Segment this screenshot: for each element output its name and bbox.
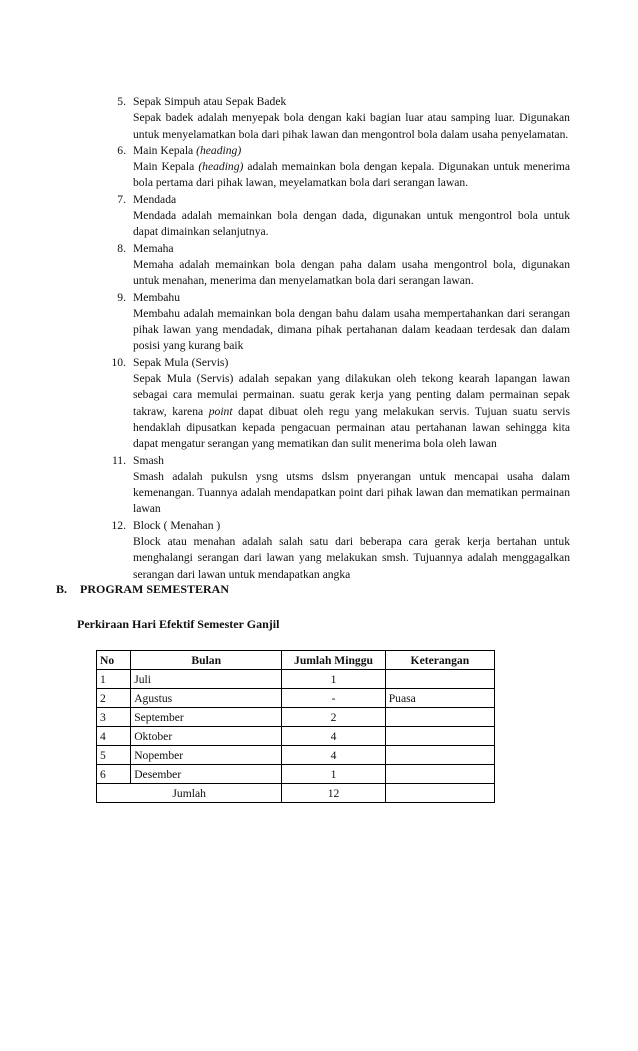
header-no: No bbox=[97, 651, 131, 670]
cell-jumlah: 1 bbox=[282, 670, 385, 689]
item-title: Membahu bbox=[133, 290, 181, 304]
cell-keterangan bbox=[385, 784, 494, 803]
table-row bbox=[97, 727, 495, 746]
table-row bbox=[97, 689, 495, 708]
list-item bbox=[100, 143, 570, 192]
table-row bbox=[97, 708, 495, 727]
section-title: PROGRAM SEMESTERAN bbox=[80, 582, 230, 596]
item-description: Mendada adalah memainkan bola dengan dada, digunakan untuk mengontrol bola untuk dapat dimainkan selanjutnya. bbox=[133, 209, 570, 239]
list-item bbox=[100, 290, 570, 355]
header-jumlah-minggu: Jumlah Minggu bbox=[282, 651, 385, 670]
item-description: Memaha adalah memainkan bola dengan paha dalam usaha mengontrol bola, digunakan untuk menahan, menerima dan menyelamatkan bola dari serangan lawan. bbox=[133, 257, 570, 288]
item-title: Smash bbox=[133, 453, 164, 467]
item-title: Mendada bbox=[133, 192, 177, 206]
item-description: Main Kepala (heading) adalah memainkan bola dengan kepala. Digunakan untuk menerima bola pertama dari pihak lawan, meyelamatkan bola dari serangan lawan. bbox=[133, 160, 570, 190]
cell-jumlah: 2 bbox=[282, 708, 385, 727]
item-number: 11. bbox=[111, 453, 126, 467]
section-heading bbox=[56, 582, 229, 597]
item-title: Main Kepala (heading) bbox=[133, 143, 242, 157]
cell-no: 1 bbox=[97, 670, 131, 689]
cell-bulan: Nopember bbox=[131, 746, 282, 765]
cell-bulan: September bbox=[131, 708, 282, 727]
cell-keterangan bbox=[385, 708, 494, 727]
item-description: Sepak Mula (Servis) adalah sepakan yang dilakukan oleh tekong kearah lapangan lawan sebagai cara memulai permainan. suatu gerak kerja yang penting dalam permainan sepak takraw, karena point dapat dibuat oleh regu yang melakukan servis. Tujuan suatu servis hendaklah dipusatkan kepada pengacuan permainan atau pertahanan lawan sehingga kita dapat mengatur serangan yang mematikan dan sulit menerima bola oleh lawan bbox=[133, 372, 571, 451]
cell-no: 6 bbox=[97, 765, 131, 784]
item-title: Block ( Menahan ) bbox=[133, 518, 221, 532]
item-number: 9. bbox=[117, 290, 126, 304]
section-label: B. bbox=[56, 582, 68, 596]
effective-days-table bbox=[96, 650, 495, 803]
item-description: Membahu adalah memainkan bola dengan bahu dalam usaha mempertahankan dari serangan pihak lawan yang mendadak, dimana pihak pertahanan dalam keadaan terdesak dan dalam posisi yang kurang baik bbox=[133, 306, 570, 353]
cell-no: 3 bbox=[97, 708, 131, 727]
item-title: Sepak Simpuh atau Sepak Badek bbox=[133, 95, 287, 108]
total-value: 12 bbox=[282, 784, 385, 803]
total-label: Jumlah bbox=[97, 784, 282, 803]
cell-jumlah: - bbox=[282, 689, 385, 708]
table-row bbox=[97, 765, 495, 784]
item-description: Smash adalah pukulsn ysng utsms dslsm pnyerangan untuk mencapai usaha dalam kemenangan. Tuannya adalah mendapatkan point dari pihak lawan dan mematikan permainan lawan bbox=[133, 469, 570, 516]
table-header-row bbox=[97, 651, 495, 670]
item-number: 5. bbox=[117, 95, 126, 108]
cell-bulan: Agustus bbox=[131, 689, 282, 708]
cell-keterangan bbox=[385, 746, 494, 765]
list-item bbox=[100, 355, 570, 453]
header-keterangan: Keterangan bbox=[385, 651, 494, 670]
item-number: 10. bbox=[111, 355, 126, 369]
table-row bbox=[97, 746, 495, 765]
item-description: Sepak badek adalah menyepak bola dengan kaki bagian luar atau samping luar. Digunakan untuk menyelamatkan bola dari pihak lawan dan mengontrol bola dalam usaha penyelamatan. bbox=[133, 111, 570, 141]
item-number: 8. bbox=[117, 241, 126, 255]
cell-keterangan bbox=[385, 670, 494, 689]
cell-no: 5 bbox=[97, 746, 131, 765]
table-row bbox=[97, 670, 495, 689]
item-title: Sepak Mula (Servis) bbox=[133, 355, 229, 369]
item-description: Block atau menahan adalah salah satu dari beberapa cara gerak kerja bertahan untuk menghalangi serangan dari lawan yang melakukan smsh. Tujuannya adalah menggagalkan serangan dari lawan untuk mendapatkan angka bbox=[133, 535, 570, 581]
list-item bbox=[100, 453, 570, 518]
cell-jumlah: 4 bbox=[282, 746, 385, 765]
list-item bbox=[100, 518, 570, 583]
cell-jumlah: 1 bbox=[282, 765, 385, 784]
item-number: 7. bbox=[117, 192, 126, 206]
cell-keterangan: Puasa bbox=[385, 689, 494, 708]
header-bulan: Bulan bbox=[131, 651, 282, 670]
item-title: Memaha bbox=[133, 241, 174, 255]
technique-list bbox=[100, 94, 570, 583]
cell-bulan: Juli bbox=[131, 670, 282, 689]
table-heading: Perkiraan Hari Efektif Semester Ganjil bbox=[77, 617, 280, 631]
item-number: 6. bbox=[117, 143, 126, 157]
table-total-row bbox=[97, 784, 495, 803]
list-item bbox=[100, 94, 570, 143]
cell-bulan: Oktober bbox=[131, 727, 282, 746]
cell-no: 2 bbox=[97, 689, 131, 708]
cell-bulan: Desember bbox=[131, 765, 282, 784]
cell-jumlah: 4 bbox=[282, 727, 385, 746]
list-item bbox=[100, 241, 570, 290]
cell-keterangan bbox=[385, 727, 494, 746]
cell-keterangan bbox=[385, 765, 494, 784]
list-item bbox=[100, 192, 570, 241]
cell-no: 4 bbox=[97, 727, 131, 746]
item-number: 12. bbox=[111, 518, 126, 532]
